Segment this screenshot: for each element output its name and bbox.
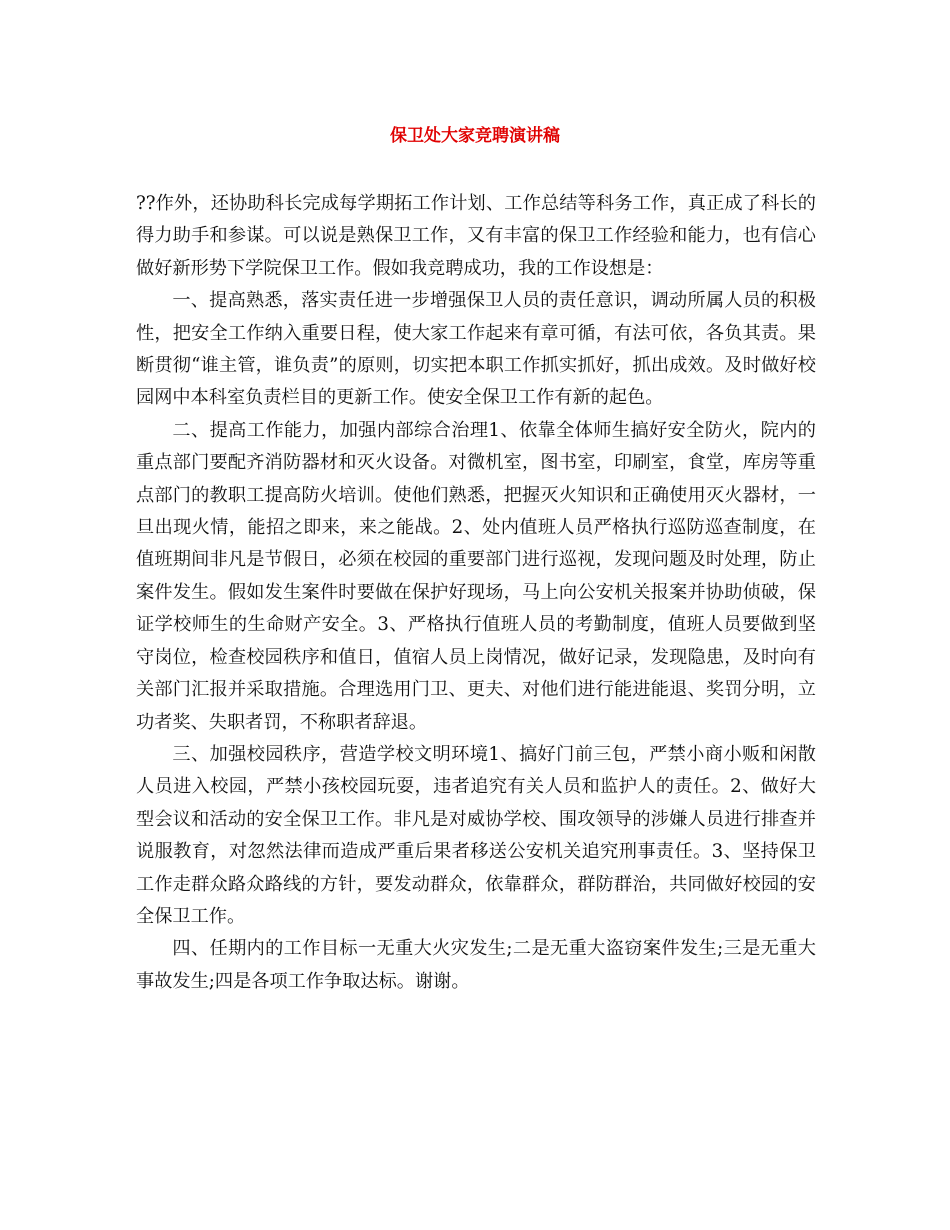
paragraph-2: 二、提高工作能力，加强内部综合治理1、依靠全体师生搞好安全防火，院内的重点部门要配齐消防器材和灭火设备。对微机室，图书室，印刷室，食堂，库房等重点部门的教职工提高防火培训。使他们熟悉，把握灭火知识和正确使用灭火器材，一旦出现火情，能招之即来，来之能战。2、处内值班人员严格执行巡防巡查制度，在值班期间非凡是节假日，必须在校园的重要部门进行巡视，发现问题及时处理，防止案件发生。假如发生案件时要做在保护好现场，马上向公安机关报案并协助侦破，保证学校师生的生命财产安全。3、严格执行值班人员的考勤制度，值班人员要做到坚守岗位，检查校园秩序和值日，值宿人员上岗情况，做好记录，发现隐患，及时向有关部门汇报并采取措施。合理选用门卫、更夫、对他们进行能进能退、奖罚分明，立功者奖、失职者罚，不称职者辞退。	[136, 419, 816, 733]
paragraph-3: 三、加强校园秩序，营造学校文明环境1、搞好门前三包，严禁小商小贩和闲散人员进入校园，严禁小孩校园玩耍，违者追究有关人员和监护人的责任。2、做好大型会议和活动的安全保卫工作。非凡是对威协学校、围攻领导的涉嫌人员进行排查并说服教育，对忽然法律而造成严重后果者移送公安机关追究刑事责任。3、坚持保卫工作走群众路众路线的方针，要发动群众，依靠群众，群防群治，共同做好校园的安全保卫工作。	[136, 743, 816, 927]
paragraph-4: 四、任期内的工作目标一无重大火灾发生;二是无重大盗窃案件发生;三是无重大事故发生;四是各项工作争取达标。谢谢。	[136, 938, 816, 992]
page-title: 保卫处大家竞聘演讲稿	[390, 126, 560, 146]
paragraph-1: 一、提高熟悉，落实责任进一步增强保卫人员的责任意识，调动所属人员的积极性，把安全工作纳入重要日程，使大家工作起来有章可循，有法可依，各负其责。果断贯彻“谁主管，谁负责”的原则，切实把本职工作抓实抓好，抓出成效。及时做好校园网中本科室负责栏目的更新工作。使安全保卫工作有新的起色。	[136, 290, 816, 409]
document-body	[136, 188, 816, 998]
paragraph-intro: ??作外，还协助科长完成每学期拓工作计划、工作总结等科务工作，真正成了科长的得力助手和参谋。可以说是熟保卫工作，又有丰富的保卫工作经验和能力，也有信心做好新形势下学院保卫工作。假如我竞聘成功，我的工作设想是：	[136, 193, 816, 279]
